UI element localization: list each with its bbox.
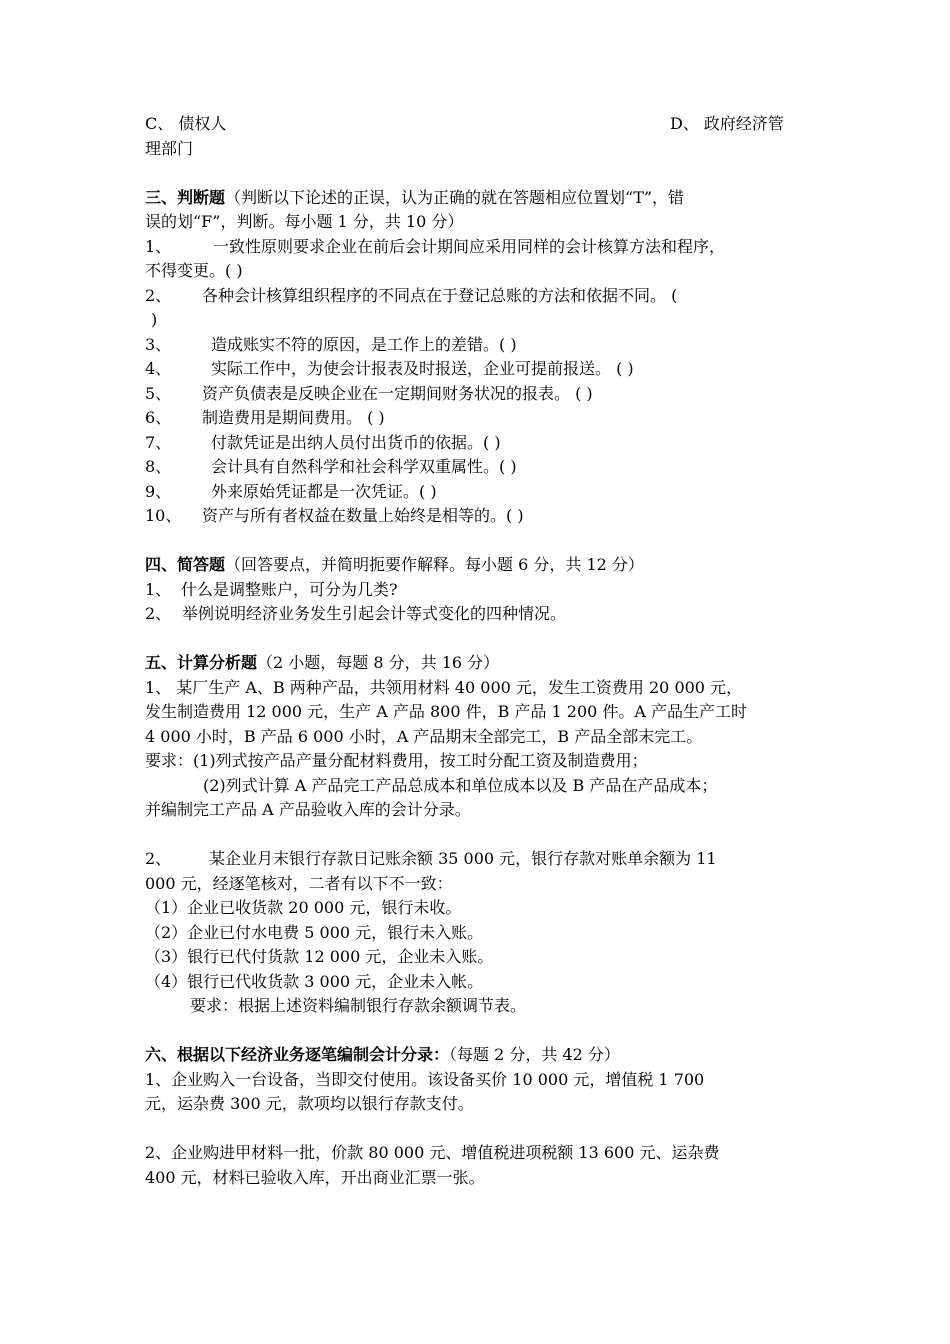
calc-q2-item-3: （3）银行已代付货款 12 000 元，企业未入账。 [145, 947, 494, 966]
judge-item-4: 4、 实际工作中，为使会计报表及时报送，企业可提前报送。 ( ) [145, 359, 634, 378]
entry-item-1-a: 1、企业购入一台设备，当即交付使用。该设备买价 10 000 元，增值税 1 700 [145, 1069, 705, 1089]
option-d: D、 政府经济管 [670, 114, 784, 133]
judge-item-1: 1、 一致性原则要求企业在前后会计期间应采用同样的会计核算方法和程序， [145, 236, 726, 256]
judge-item-2-cont: ) [151, 310, 158, 329]
judge-item-9: 9、 外来原始凭证都是一次凭证。( ) [145, 481, 437, 501]
short-item-1: 1、 什么是调整账户，可分为几类? [145, 579, 398, 599]
section-3-desc-b: 误的划“F”，判断。每小题 1 分，共 10 分） [145, 212, 464, 231]
section-3-heading [145, 186, 810, 211]
section-4-title: 四、简答题 [145, 555, 226, 574]
calc-q2-item-2: （2）企业已付水电费 5 000 元，银行未入账。 [145, 922, 484, 942]
section-6-desc: （每题 2 分，共 42 分） [449, 1045, 620, 1064]
judge-item-3: 3、 造成账实不符的原因，是工作上的差错。( ) [145, 334, 517, 354]
section-6-heading [145, 1043, 810, 1068]
section-5-heading [145, 651, 810, 676]
document-page [145, 112, 810, 1190]
calc-q1-line-4: 要求：(1)列式按产品产量分配材料费用，按工时分配工资及制造费用； [145, 751, 648, 770]
calc-q1-line-2: 发生制造费用 12 000 元，生产 A 产品 800 件，B 产品 1 200 件。A 产品生产工时 [145, 702, 748, 721]
calc-q2-line-2: 000 元，经逐笔核对，二者有以下不一致： [145, 873, 453, 893]
section-4-desc: （回答要点，并简明扼要作解释。每小题 6 分，共 12 分） [225, 555, 644, 574]
short-item-2: 2、 举例说明经济业务发生引起会计等式变化的四种情况。 [145, 604, 567, 623]
section-6-title: 六、根据以下经济业务逐笔编制会计分录： [145, 1045, 450, 1064]
calc-q2-requirement: 要求：根据上述资料编制银行存款余额调节表。 [190, 996, 527, 1015]
calc-q2-item-4: （4）银行已代收货款 3 000 元，企业未入帐。 [145, 971, 484, 991]
calc-q2-item-1: （1）企业已收货款 20 000 元，银行未收。 [145, 898, 462, 917]
option-c: C、 债权人 [145, 114, 227, 133]
judge-item-5: 5、 资产负债表是反映企业在一定期间财务状况的报表。 ( ) [145, 383, 593, 403]
section-5-desc: （2 小题，每题 8 分，共 16 分） [257, 653, 500, 672]
section-4-heading [145, 553, 810, 578]
option-row [145, 112, 810, 137]
judge-item-10: 10、 资产与所有者权益在数量上始终是相等的。( ) [145, 506, 524, 525]
entry-item-2-b: 400 元，材料已验收入库，开出商业汇票一张。 [145, 1167, 485, 1187]
calc-q1-line-6: 并编制完工产品 A 产品验收入库的会计分录。 [145, 800, 471, 819]
section-5-title: 五、计算分析题 [145, 653, 258, 672]
section-3-title: 三、判断题 [145, 187, 226, 207]
judge-item-7: 7、 付款凭证是出纳人员付出货币的依据。( ) [145, 432, 501, 452]
judge-item-1-cont: 不得变更。( ) [145, 261, 243, 280]
calc-q2-line-1: 2、 某企业月末银行存款日记账余额 35 000 元，银行存款对账单余额为 11 [145, 849, 717, 868]
calc-q1-line-3: 4 000 小时，B 产品 6 000 小时，A 产品期末全部完工，B 产品全部末完工。 [145, 726, 703, 746]
judge-item-2: 2、 各种会计核算组织程序的不同点在于登记总账的方法和依据不同。 ( [145, 285, 678, 305]
calc-q1-line-1: 1、 某厂生产 A、B 两种产品，共领用材料 40 000 元，发生工资费用 20 000 元， [145, 677, 743, 697]
judge-item-6: 6、 制造费用是期间费用。 ( ) [145, 408, 385, 427]
option-d-continued: 理部门 [145, 138, 194, 158]
judge-item-8: 8、 会计具有自然科学和社会科学双重属性。( ) [145, 457, 517, 476]
section-3-desc-a: （判断以下论述的正误，认为正确的就在答题相应位置划“T”，错 [225, 187, 685, 207]
entry-item-2-a: 2、企业购进甲材料一批，价款 80 000 元、增值税进项税额 13 600 元、运杂费 [145, 1143, 720, 1162]
entry-item-1-b: 元，运杂费 300 元，款项均以银行存款支付。 [145, 1094, 474, 1113]
calc-q1-line-5: (2)列式计算 A 产品完工产品总成本和单位成本以及 B 产品在产品成本； [203, 775, 718, 795]
